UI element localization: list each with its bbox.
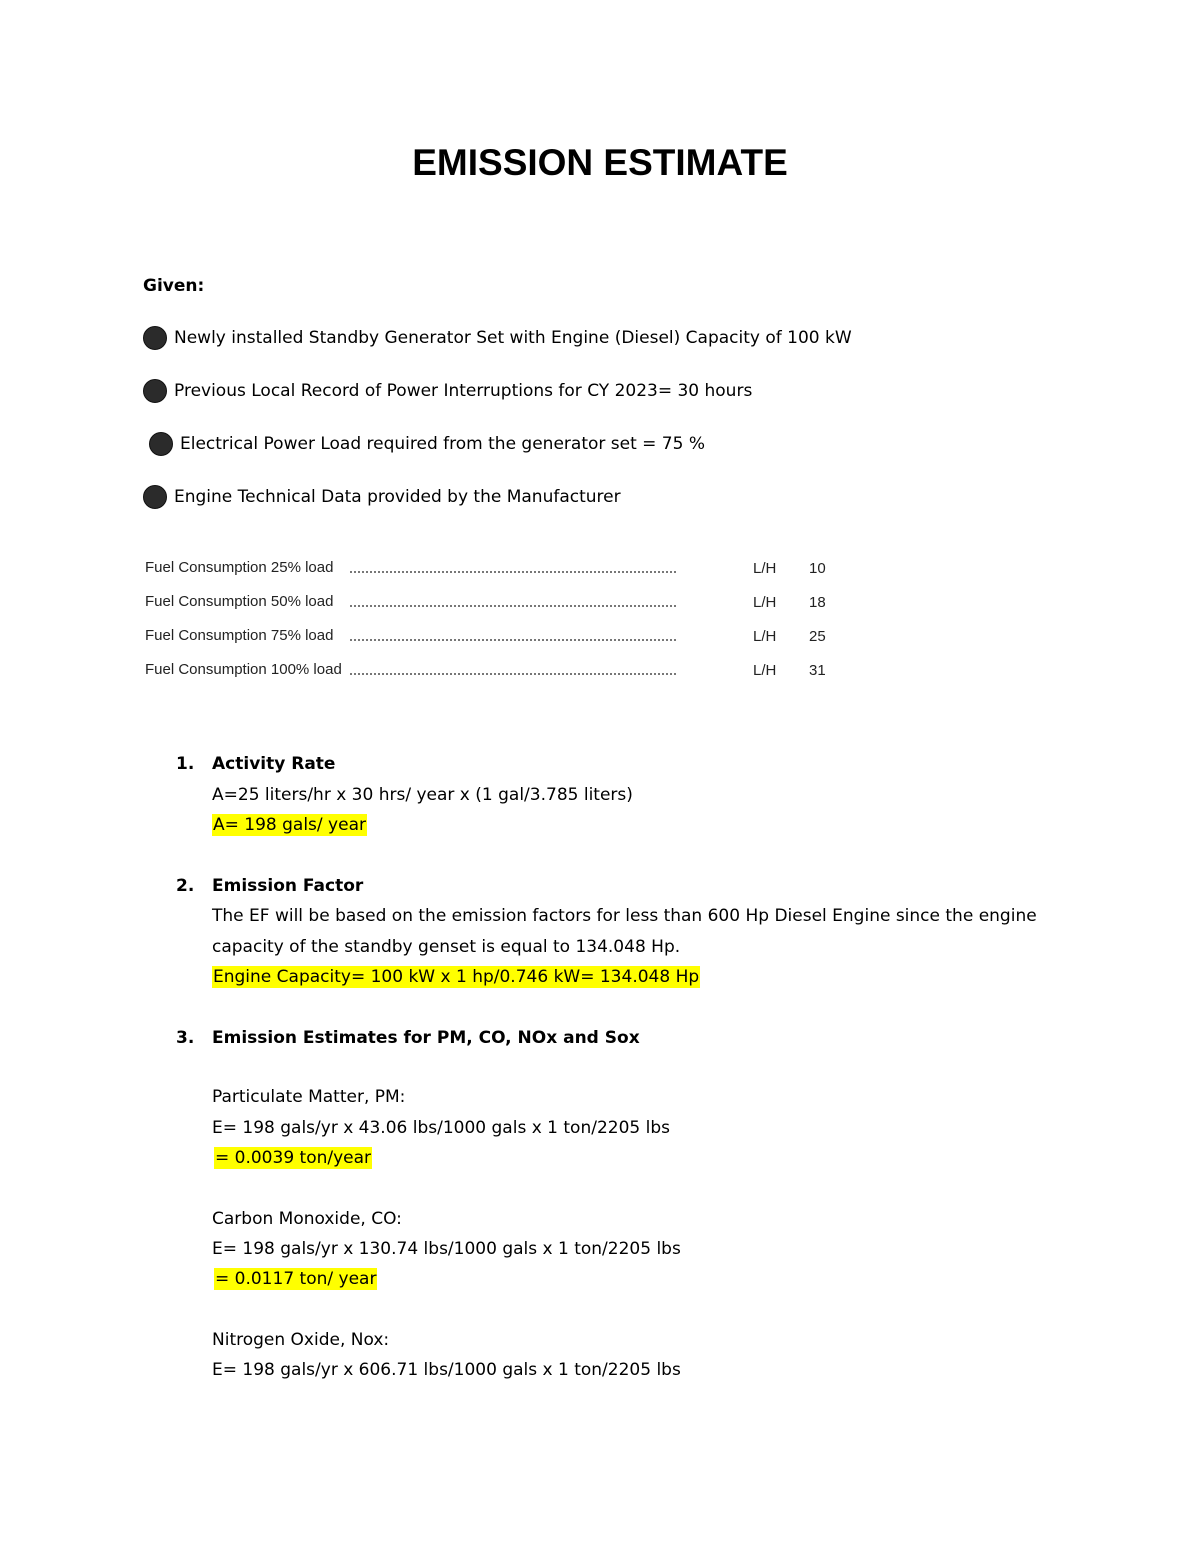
fuel-value: 25	[809, 628, 826, 645]
fuel-unit: L/H	[753, 594, 777, 611]
section-number: 3.	[176, 1028, 195, 1048]
given-item	[149, 430, 705, 458]
fuel-row	[145, 627, 845, 649]
dotted-leader	[350, 639, 676, 641]
given-item-text: Newly installed Standby Generator Set with Engine (Diesel) Capacity of 100 kW	[174, 328, 852, 348]
highlight-text: = 0.0039 ton/year	[215, 1148, 372, 1168]
fuel-row	[145, 559, 845, 581]
bullet-icon	[143, 326, 167, 350]
pollutant-name: Nitrogen Oxide, Nox:	[212, 1330, 390, 1350]
fuel-label: Fuel Consumption 25% load	[145, 559, 334, 576]
dotted-leader	[350, 673, 676, 675]
fuel-unit: L/H	[753, 560, 777, 577]
section-heading: Activity Rate	[212, 754, 336, 774]
fuel-value: 31	[809, 662, 826, 679]
pollutant-formula: E= 198 gals/yr x 43.06 lbs/1000 gals x 1 ton/2205 lbs	[212, 1118, 670, 1138]
fuel-unit: L/H	[753, 662, 777, 679]
dotted-leader	[350, 605, 676, 607]
bullet-icon	[143, 485, 167, 509]
dotted-leader	[350, 571, 676, 573]
fuel-value: 18	[809, 594, 826, 611]
paragraph-line: The EF will be based on the emission factors for less than 600 Hp Diesel Engine since the engine	[212, 906, 1037, 926]
section-heading: Emission Factor	[212, 876, 364, 896]
highlight-text: = 0.0117 ton/ year	[215, 1269, 377, 1289]
pollutant-result	[214, 1269, 377, 1289]
given-item-text: Engine Technical Data provided by the Manufacturer	[174, 487, 621, 507]
formula-line: A=25 liters/hr x 30 hrs/ year x (1 gal/3.785 liters)	[212, 785, 633, 805]
pollutant-formula: E= 198 gals/yr x 606.71 lbs/1000 gals x 1 ton/2205 lbs	[212, 1360, 681, 1380]
page-title: EMISSION ESTIMATE	[412, 142, 788, 183]
fuel-row	[145, 661, 845, 683]
given-item	[143, 377, 752, 405]
pollutant-name: Carbon Monoxide, CO:	[212, 1209, 402, 1229]
highlighted-result	[212, 967, 700, 987]
bullet-icon	[149, 432, 173, 456]
given-item	[143, 324, 852, 352]
pollutant-name: Particulate Matter, PM:	[212, 1087, 406, 1107]
section-number: 1.	[176, 754, 195, 774]
fuel-label: Fuel Consumption 75% load	[145, 627, 334, 644]
section-number: 2.	[176, 876, 195, 896]
fuel-value: 10	[809, 560, 826, 577]
highlight-text: Engine Capacity= 100 kW x 1 hp/0.746 kW= 134.048 Hp	[213, 967, 700, 987]
fuel-label: Fuel Consumption 100% load	[145, 661, 342, 678]
fuel-row	[145, 593, 845, 615]
section-heading: Emission Estimates for PM, CO, NOx and Sox	[212, 1028, 640, 1048]
highlighted-result	[212, 815, 367, 835]
paragraph-line: capacity of the standby genset is equal to 134.048 Hp.	[212, 937, 681, 957]
fuel-label: Fuel Consumption 50% load	[145, 593, 334, 610]
fuel-unit: L/H	[753, 628, 777, 645]
highlight-text: A= 198 gals/ year	[213, 815, 366, 835]
given-item-text: Electrical Power Load required from the generator set = 75 %	[180, 434, 705, 454]
pollutant-formula: E= 198 gals/yr x 130.74 lbs/1000 gals x 1 ton/2205 lbs	[212, 1239, 681, 1259]
bullet-icon	[143, 379, 167, 403]
given-item	[143, 483, 621, 511]
given-label: Given:	[143, 276, 205, 296]
given-item-text: Previous Local Record of Power Interruptions for CY 2023= 30 hours	[174, 381, 753, 401]
pollutant-result	[214, 1148, 372, 1168]
